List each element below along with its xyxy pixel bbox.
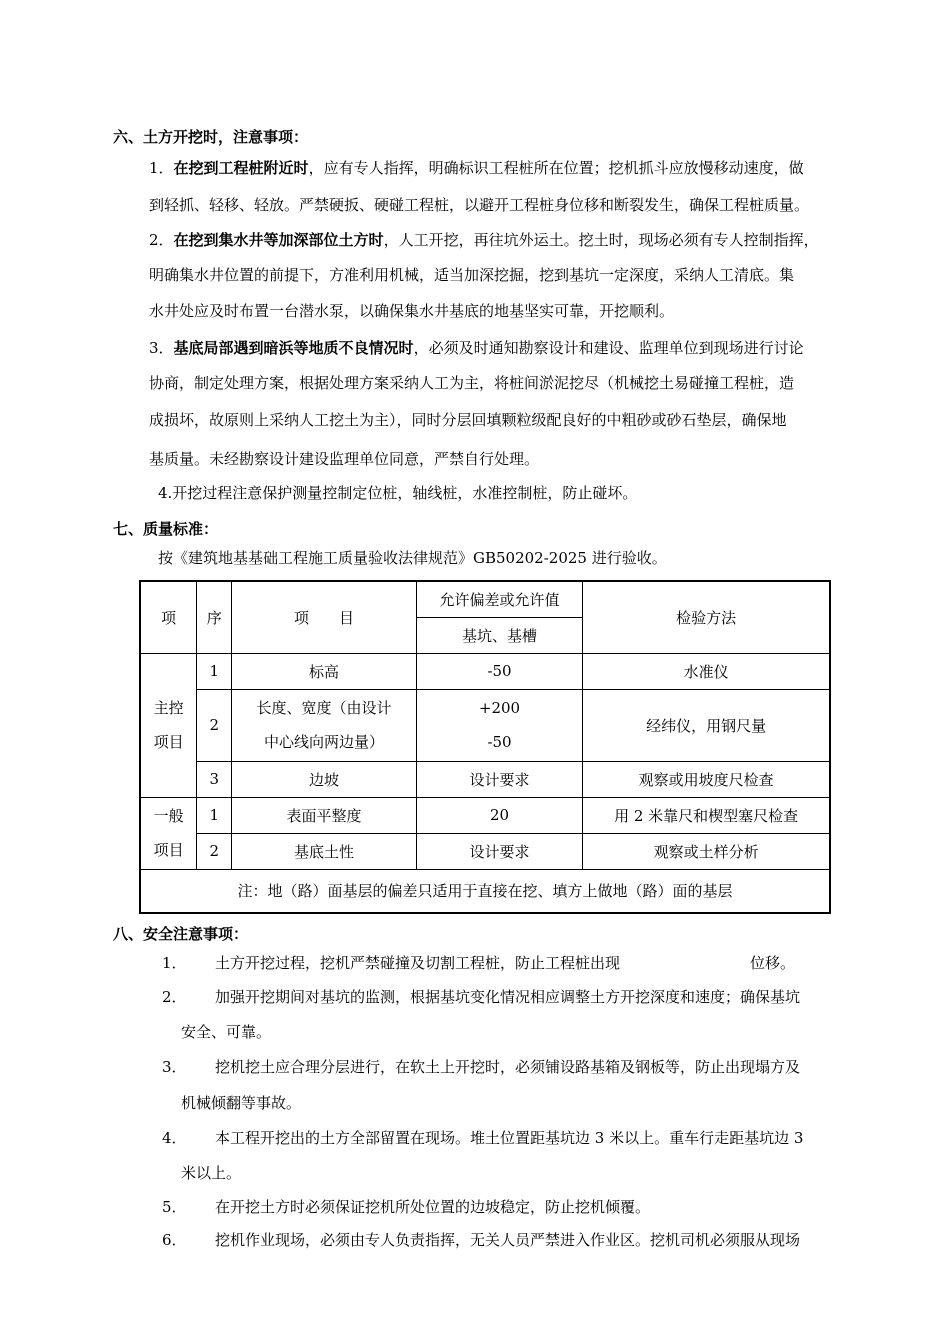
row-name [232, 689, 416, 761]
row-value [416, 689, 583, 761]
safety-item-number: 4． [162, 1129, 187, 1147]
header-method: 检验方法 [583, 581, 830, 653]
quality-standard-table [139, 580, 831, 914]
group-label-line: 项目 [153, 841, 184, 859]
table-row [140, 761, 830, 797]
item-bold-lead: 基底局部遇到暗浜等地质不良情况时 [173, 339, 414, 357]
row-seq: 1 [197, 797, 232, 833]
section7-heading: 七、质量标准： [113, 520, 219, 538]
row-name-line: 中心线向两边量） [264, 733, 385, 751]
row-name: 标高 [232, 653, 416, 689]
header-pit: 基坑、基槽 [416, 617, 583, 653]
row-value-line: +200 [478, 699, 521, 717]
header-allowance: 允许偏差或允许值 [416, 581, 583, 617]
row-name: 边坡 [232, 761, 416, 797]
safety-item-text: 土方开挖过程，挖机严禁碰撞及切割工程桩，防止工程桩出现 [215, 954, 621, 972]
row-method: 观察或土样分析 [583, 833, 830, 869]
row-value: 设计要求 [416, 833, 583, 869]
safety-item-number: 1． [162, 954, 187, 972]
row-name: 表面平整度 [232, 797, 416, 833]
table-header-row [140, 581, 830, 617]
table-row [140, 833, 830, 869]
row-seq: 2 [197, 689, 232, 761]
header-name: 项 目 [232, 581, 416, 653]
item-text: ，人工开挖，再往坑外运土。挖土时，现场必须有专人控制指挥， [383, 231, 819, 249]
row-value-line: -50 [487, 733, 512, 751]
section6-heading: 六、土方开挖时，注意事项： [113, 128, 309, 146]
safety-item-text: 加强开挖期间对基坑的监测，根据基坑变化情况相应调整土方开挖深度和速度；确保基坑 [215, 988, 801, 1006]
row-value: 设计要求 [416, 761, 583, 797]
row-method: 观察或用坡度尺检查 [583, 761, 830, 797]
row-seq: 3 [197, 761, 232, 797]
section6-item3-line4: 基质量。未经勘察设计建设监理单位同意，严禁自行处理。 [149, 450, 540, 468]
item-number: 3． [149, 339, 174, 357]
group-main-control [140, 653, 197, 797]
group-label-line: 一般 [153, 807, 184, 825]
section6-item3-line1 [149, 341, 804, 356]
section6-item3-line3: 成损坏，故原则上采纳人工挖土为主），同时分层回填颗粒级配良好的中粗砂或砂石垫层，确保地 [149, 411, 787, 429]
header-seq: 序 [197, 581, 232, 653]
row-value: 20 [416, 797, 583, 833]
group-label-line: 项目 [153, 733, 184, 751]
section6-item4: 4.开挖过程注意保护测量控制定位桩，轴线桩，水准控制桩，防止碰坏。 [158, 484, 638, 502]
row-method: 经纬仪，用钢尺量 [583, 689, 830, 761]
table-note: 注：地（路）面基层的偏差只适用于直接在挖、填方上做地（路）面的基层 [140, 869, 830, 913]
row-seq: 2 [197, 833, 232, 869]
item-bold-lead: 在挖到工程桩附近时 [173, 159, 309, 177]
group-label-line: 主控 [153, 699, 184, 717]
safety-item-text: 本工程开挖出的土方全部留置在现场。堆土位置距基坑边 3 米以上。重车行走距基坑边 3 [215, 1129, 804, 1147]
safety-item-text-cont: 米以上。 [181, 1164, 242, 1182]
section6-item1-line2: 到轻抓、轻移、轻放。严禁硬扳、硬碰工程桩，以避开工程桩身位移和断裂发生，确保工程桩质量。 [149, 196, 810, 214]
safety-item-number: 5． [162, 1198, 187, 1216]
table-row [140, 653, 830, 689]
item-text: ，必须及时通知勘察设计和建设、监理单位到现场进行讨论 [413, 339, 804, 357]
row-seq: 1 [197, 653, 232, 689]
table-note-row [140, 869, 830, 913]
row-method: 用 2 米靠尺和楔型塞尺检查 [583, 797, 830, 833]
safety-item-text-cont: 安全、可靠。 [181, 1023, 272, 1041]
row-name-line: 长度、宽度（由设计 [256, 699, 392, 717]
safety-item-text: 在开挖土方时必须保证挖机所处位置的边坡稳定，防止挖机倾覆。 [215, 1198, 651, 1216]
safety-item-number: 2． [162, 988, 187, 1006]
header-item: 项 [140, 581, 197, 653]
section6-item1-line1 [149, 161, 804, 176]
section7-intro: 按《建筑地基基础工程施工质量验收法律规范》GB50202-2025 进行验收。 [158, 549, 667, 567]
section6-item3-line2: 协商，制定处理方案，根据处理方案采纳人工为主，将桩间淤泥挖尽（机械挖土易碰撞工程桩，造 [149, 374, 795, 392]
row-value: -50 [416, 653, 583, 689]
item-bold-lead: 在挖到集水井等加深部位土方时 [173, 231, 384, 249]
safety-item-number: 6． [162, 1231, 187, 1249]
item-number: 2． [149, 231, 174, 249]
section6-item2-line2: 明确集水井位置的前提下，方准利用机械，适当加深挖掘，挖到基坑一定深度，采纳人工清底。集 [149, 266, 795, 284]
row-method: 水准仪 [583, 653, 830, 689]
item-text: ，应有专人指挥，明确标识工程桩所在位置；挖机抓斗应放慢移动速度，做 [308, 159, 804, 177]
row-name: 基底土性 [232, 833, 416, 869]
safety-item-tail: 位移。 [750, 954, 796, 972]
safety-item-text: 挖机挖土应合理分层进行，在软土上开挖时，必须铺设路基箱及钢板等，防止出现塌方及 [215, 1058, 801, 1076]
section6-item2-line1 [149, 233, 819, 248]
section8-heading: 八、安全注意事项： [113, 925, 249, 943]
safety-item-text-cont: 机械倾翻等事故。 [181, 1094, 302, 1112]
section6-item2-line3: 水井处应及时布置一台潜水泵，以确保集水井基底的地基坚实可靠，开挖顺利。 [149, 302, 675, 320]
group-general [140, 797, 197, 869]
safety-item-number: 3． [162, 1058, 187, 1076]
safety-item-text: 挖机作业现场，必须由专人负责指挥，无关人员严禁进入作业区。挖机司机必须服从现场 [215, 1231, 801, 1249]
table-row [140, 689, 830, 761]
item-number: 1． [149, 159, 174, 177]
table-row [140, 797, 830, 833]
